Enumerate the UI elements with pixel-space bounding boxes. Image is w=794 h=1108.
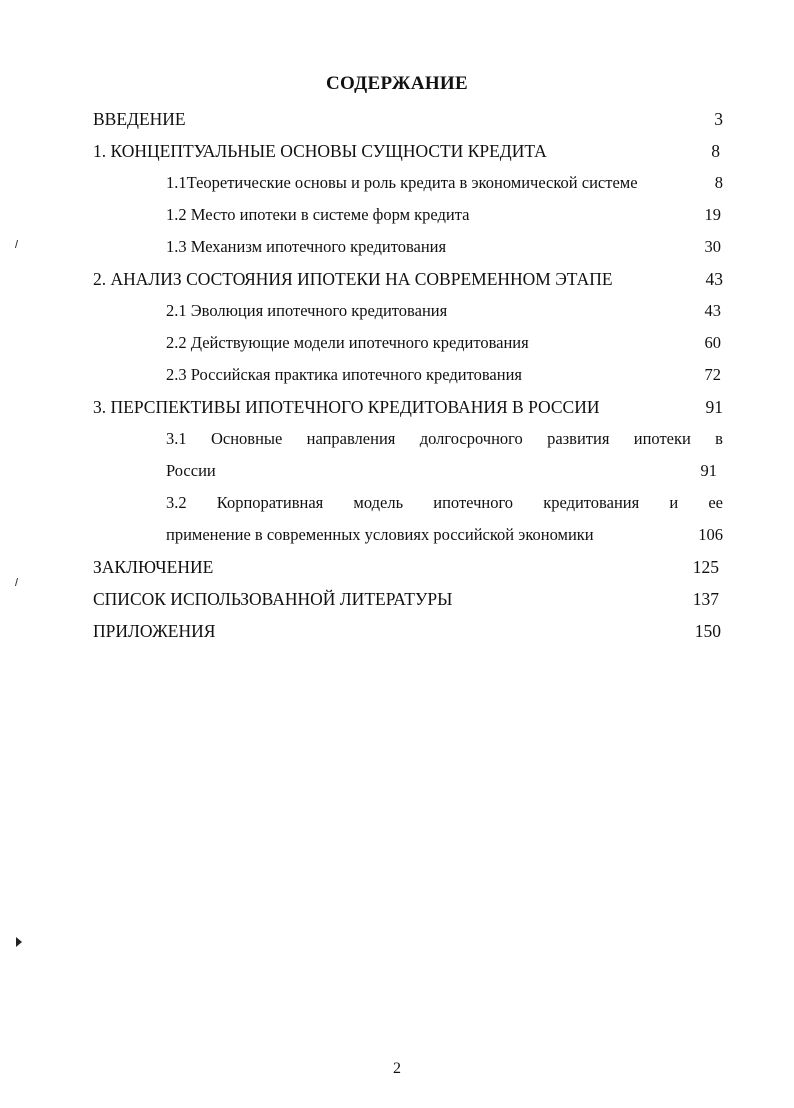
toc-word: долгосрочного	[419, 429, 523, 448]
toc-entry-page: 150	[694, 621, 721, 641]
toc-entry-references[interactable]	[93, 583, 723, 615]
toc-entry-section-2-2[interactable]	[93, 327, 723, 359]
toc-entry-page: 8	[714, 173, 723, 192]
toc-word: ипотеки	[633, 429, 691, 448]
toc-entry-page: 72	[704, 365, 721, 384]
toc-word: Корпоративная	[216, 493, 324, 512]
toc-entry-label: 1.2 Место ипотеки в системе форм кредита	[166, 205, 470, 224]
toc-word: кредитования	[543, 493, 640, 512]
toc-word: и	[669, 493, 679, 512]
toc-entry-chapter-2[interactable]	[93, 263, 723, 295]
toc-entry-label: 2. АНАЛИЗ СОСТОЯНИЯ ИПОТЕКИ НА СОВРЕМЕННОМ ЭТАПЕ	[93, 269, 613, 289]
toc-word: 3.2	[166, 493, 187, 512]
toc-entry-intro[interactable]	[93, 103, 723, 135]
toc-entry-section-1-2[interactable]	[93, 199, 723, 231]
toc-entry-label-line2	[166, 455, 723, 487]
toc-entry-page: 8	[711, 141, 720, 161]
margin-arrow-icon	[16, 937, 22, 947]
toc-entry-label: России	[166, 461, 216, 480]
toc-word: Основные	[210, 429, 283, 448]
toc-entry-label: 2.1 Эволюция ипотечного кредитования	[166, 301, 448, 320]
toc-entry-conclusion[interactable]	[93, 551, 723, 583]
toc-entry-label: 2.3 Российская практика ипотечного кредитования	[166, 365, 522, 384]
toc-entry-section-2-3[interactable]	[93, 359, 723, 391]
margin-tick-mark	[15, 240, 18, 248]
toc-entry-section-1-3[interactable]	[93, 231, 723, 263]
toc-entry-label: ПРИЛОЖЕНИЯ	[93, 621, 216, 641]
toc-word: в	[715, 429, 723, 448]
toc-entry-chapter-3[interactable]	[93, 391, 723, 423]
toc-entry-section-3-2[interactable]	[93, 487, 723, 551]
toc-entry-label: 1.3 Механизм ипотечного кредитования	[166, 237, 447, 256]
page-number: 2	[393, 1060, 401, 1077]
toc-entry-page: 3	[714, 109, 723, 129]
toc-entry-label-line1	[166, 423, 723, 455]
toc-entry-page: 43	[705, 269, 723, 289]
toc-entry-page: 91	[705, 397, 723, 417]
toc-entry-label-line1	[166, 487, 723, 519]
toc-entry-section-2-1[interactable]	[93, 295, 723, 327]
margin-tick-mark	[15, 578, 18, 586]
toc-title: СОДЕРЖАНИЕ	[326, 73, 468, 94]
toc-entry-appendices[interactable]	[93, 615, 723, 647]
toc-entry-label: СПИСОК ИСПОЛЬЗОВАННОЙ ЛИТЕРАТУРЫ	[93, 589, 453, 609]
toc-entry-page: 43	[704, 301, 721, 320]
toc-entry-label: 1.1Теоретические основы и роль кредита в экономической системе	[166, 173, 638, 192]
toc-entry-page: 30	[704, 237, 721, 256]
toc-entry-label: ВВЕДЕНИЕ	[93, 109, 186, 129]
toc-entry-page: 106	[698, 525, 723, 544]
toc-entry-page: 137	[692, 589, 719, 609]
toc-entry-label: применение в современных условиях российской экономики	[166, 525, 594, 544]
toc-entry-label: 1. КОНЦЕПТУАЛЬНЫЕ ОСНОВЫ СУЩНОСТИ КРЕДИТА	[93, 141, 547, 161]
toc-entry-chapter-1[interactable]	[93, 135, 723, 167]
toc-word: развития	[547, 429, 610, 448]
toc-entry-label: ЗАКЛЮЧЕНИЕ	[93, 557, 214, 577]
toc-word: 3.1	[166, 429, 187, 448]
toc-word: ипотечного	[433, 493, 514, 512]
toc-entry-label: 2.2 Действующие модели ипотечного кредитования	[166, 333, 529, 352]
toc-entry-page: 19	[704, 205, 721, 224]
toc-entry-page: 91	[700, 461, 717, 480]
table-of-contents	[93, 103, 723, 647]
toc-entry-page: 125	[692, 557, 719, 577]
toc-entry-section-1-1[interactable]	[93, 167, 723, 199]
toc-entry-section-3-1[interactable]	[93, 423, 723, 487]
toc-entry-page: 60	[704, 333, 721, 352]
toc-word: ее	[708, 493, 723, 512]
toc-word: модель	[353, 493, 404, 512]
toc-entry-label: 3. ПЕРСПЕКТИВЫ ИПОТЕЧНОГО КРЕДИТОВАНИЯ В РОССИИ	[93, 397, 600, 417]
toc-entry-label-line2	[166, 519, 723, 551]
toc-word: направления	[306, 429, 396, 448]
